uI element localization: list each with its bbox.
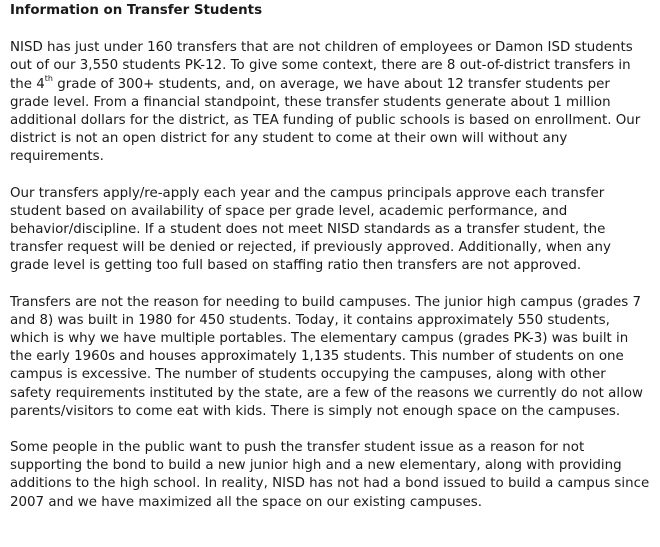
ordinal-superscript: th xyxy=(44,74,53,84)
document-title: Information on Transfer Students xyxy=(10,3,263,18)
paragraph-transfer-approval: Our transfers apply/re-apply each year and the campus principals approve each transfer student based on availability of space per grade level, academic performance, and behavior/discipline. If a student does not meet NISD standards as a transfer student, the transfer request will be denied or rejected, if previously approved. Additionally, when any grade level is getting too full based on staffing ratio then transfers are not approved. xyxy=(10,185,611,274)
paragraph-bond-issue: Some people in the public want to push the transfer student issue as a reason for not supporting the bond to build a new junior high and a new elementary, along with providing additions to the high school. In reality, NISD has not had a bond issued to build a campus since 2007 and we have maximized all the space on our existing campuses. xyxy=(10,440,650,510)
paragraph-text: grade of 300+ students, and, on average, we have about 12 transfer students per grade level. From a financial standpoint, these transfer students generate about 1 million additional dollars for the district, as TEA funding of public schools is based on enrollment. Our district is not an open district for any student to come at their own will without any requirements. xyxy=(10,76,641,165)
paragraph-campus-capacity: Transfers are not the reason for needing to build campuses. The junior high campus (grades 7 and 8) was built in 1980 for 450 students. Today, it contains approximately 550 students, which is why we have multiple portables. The elementary campus (grades PK-3) was built in the early 1960s and houses approximately 1,135 students. This number of students on one campus is excessive. The number of students occupying the campuses, along with other safety requirements instituted by the state, are a few of the reasons we currently do not allow parents/visitors to come eat with kids. There is simply not enough space on the campuses. xyxy=(10,294,643,419)
paragraph-text: NISD has just under 160 transfers that are not children of employees or Damon ISD students out of our 3,550 students PK-12. To give some context, there are 8 out-of-district transfers in the 4 xyxy=(10,40,633,92)
paragraph-transfer-counts xyxy=(10,39,650,166)
document xyxy=(0,2,660,547)
